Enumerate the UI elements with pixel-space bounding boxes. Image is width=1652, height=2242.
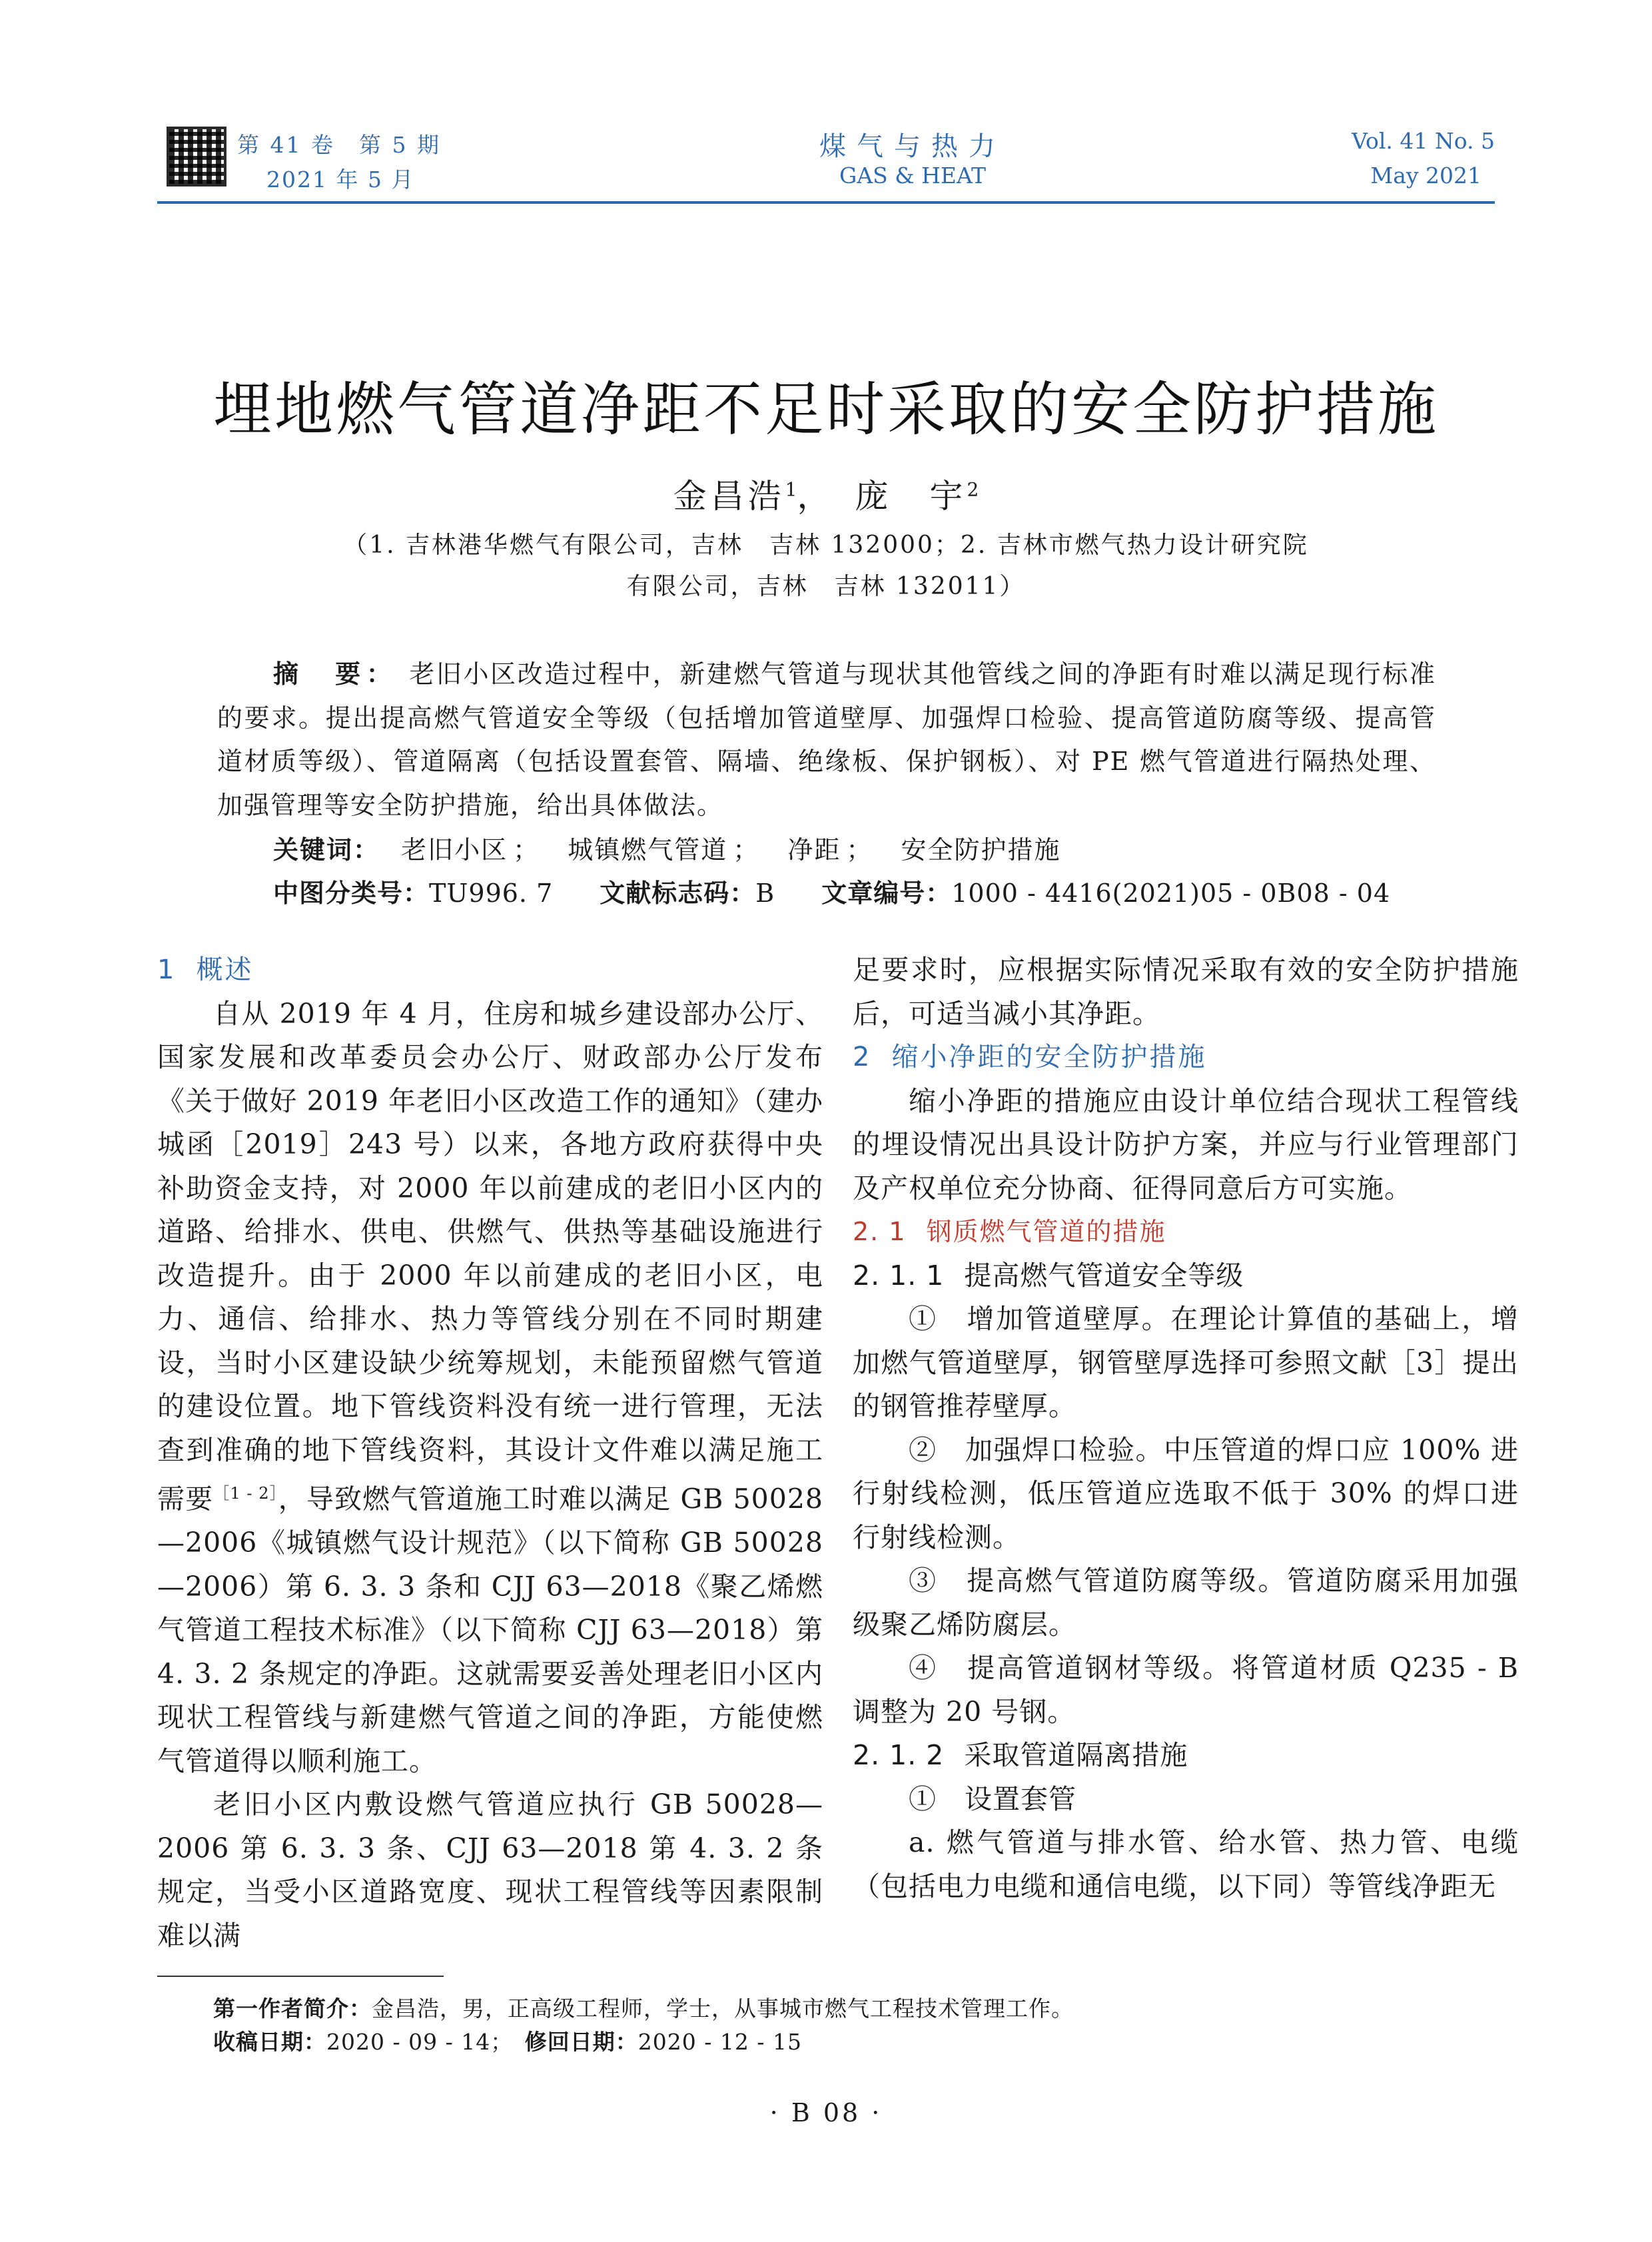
section-2-1-2-title: 采取管道隔离措施 bbox=[964, 1739, 1188, 1771]
body-left-column bbox=[157, 948, 823, 1958]
revised-value: 2020 - 12 - 15 bbox=[637, 2029, 802, 2055]
author-2-affil: 2 bbox=[967, 478, 979, 501]
section-2-1-2-heading bbox=[853, 1734, 1519, 1778]
keyword-item: 老旧小区 bbox=[401, 835, 508, 865]
paragraph: 老旧小区内敷设燃气管道应执行 GB 50028—2006 第 6. 3. 3 条、CJJ 63—2018 第 4. 3. 2 条规定，当受小区道路宽度、现状工程管线等因素限制难以满 bbox=[157, 1788, 823, 1952]
paragraph-text: ，导致燃气管道施工时难以满足 GB 50028—2006《城镇燃气设计规范》（以下简称 GB 50028—2006）第 6. 3. 3 条和 CJJ 63—2018《聚乙烯燃气管道工程技术标准》（以下简称 CJJ 63—2018）第 4. 3. 2 条规定的净距。这就需要妥善处理老旧小区内现状工程管线与新建燃气管道之间的净距，方能使燃气管道得以顺利施工。 bbox=[157, 1483, 824, 1777]
author-2: 庞 宇 bbox=[855, 477, 967, 516]
section-2-1-1-heading bbox=[853, 1254, 1519, 1298]
list-item: ① 设置套管 bbox=[909, 1782, 1076, 1815]
abstract-label: 摘 要： bbox=[273, 659, 398, 689]
section-1-number: 1 bbox=[157, 954, 177, 985]
received-label: 收稿日期： bbox=[213, 2029, 326, 2055]
qr-code-icon bbox=[167, 127, 226, 187]
section-2-1-1-number: 2. 1. 1 bbox=[853, 1259, 945, 1292]
list-item: a. 燃气管道与排水管、给水管、热力管、电缆（包括电力电缆和通信电缆，以下同）等管线净距无 bbox=[853, 1826, 1519, 1902]
keyword-item: 城镇燃气管道 bbox=[568, 835, 728, 865]
keywords bbox=[273, 829, 1061, 866]
abstract-text: 老旧小区改造过程中，新建燃气管道与现状其他管线之间的净距有时难以满足现行标准的要求。提出提高燃气管道安全等级（包括增加管道壁厚、加强焊口检验、提高管道防腐等级、提高管道材质等级）、管道隔离（包括设置套管、隔墙、绝缘板、保护钢板）、对 PE 燃气管道进行隔热处理、加强管理等安全防护措施，给出具体做法。 bbox=[217, 659, 1436, 820]
authors bbox=[0, 470, 1652, 518]
section-1-title: 概述 bbox=[196, 954, 254, 985]
section-2-1-title: 钢质燃气管道的措施 bbox=[926, 1217, 1166, 1246]
paragraph: 缩小净距的措施应由设计单位结合现状工程管线的埋设情况出具设计防护方案，并应与行业管理部门及产权单位充分协商、征得同意后方可实施。 bbox=[853, 1084, 1519, 1204]
keyword-item: 安全防护措施 bbox=[901, 835, 1061, 865]
affiliation-line-2: 有限公司，吉林 吉林 132011） bbox=[626, 573, 1026, 600]
page-number: · B 08 · bbox=[769, 2098, 883, 2127]
header-volume-en: Vol. 41 No. 5 bbox=[1352, 128, 1495, 154]
section-2-number: 2 bbox=[853, 1042, 872, 1072]
section-2-1-1-title: 提高燃气管道安全等级 bbox=[964, 1259, 1244, 1292]
footnote-author bbox=[213, 1992, 1074, 2023]
doc-code-label: 文献标志码： bbox=[600, 879, 756, 908]
keyword-item: 净距 bbox=[787, 835, 841, 865]
author-sep: ， bbox=[797, 477, 855, 516]
header-journal-en: GAS & HEAT bbox=[839, 163, 987, 188]
citation: ［1 - 2］ bbox=[213, 1484, 278, 1503]
section-2-title: 缩小净距的安全防护措施 bbox=[891, 1042, 1207, 1072]
article-no-label: 文章编号： bbox=[821, 879, 952, 908]
affiliation-line-1: （1. 吉林港华燃气有限公司，吉林 吉林 132000；2. 吉林市燃气热力设计研究院 bbox=[343, 532, 1309, 559]
doc-code-value: B bbox=[755, 879, 775, 908]
author-1-affil: 1 bbox=[785, 478, 797, 501]
footnote-author-text: 金昌浩，男，正高级工程师，学士，从事城市燃气工程技术管理工作。 bbox=[372, 1996, 1074, 2022]
body-right-column bbox=[853, 948, 1519, 1908]
paragraph-text: 自从 2019 年 4 月，住房和城乡建设部办公厅、国家发展和改革委员会办公厅、财政部办公厅发布《关于做好 2019 年老旧小区改造工作的通知》（建办城函［2019］243 号）以来，各地方政府获得中央补助资金支持，对 2000 年以前建成的老旧小区内的道路、给排水、供电、供燃气、供热等基础设施进行改造提升。由于 2000 年以前建成的老旧小区，电力、通信、给排水、热力等管线分别在不同时期建设，当时小区建设缺少统筹规划，未能预留燃气管道的建设位置。地下管线资料没有统一进行管理，无法查到准确的地下管线资料，其设计文件难以满足施工需要 bbox=[157, 997, 823, 1515]
section-1-heading bbox=[157, 948, 823, 992]
list-item: ④ 提高管道钢材等级。将管道材质 Q235 - B 调整为 20 号钢。 bbox=[853, 1652, 1519, 1728]
section-2-1-heading bbox=[853, 1210, 1519, 1254]
footnote-author-label: 第一作者简介： bbox=[213, 1996, 372, 2022]
received-value: 2020 - 09 - 14； bbox=[326, 2029, 502, 2055]
section-2-1-2-number: 2. 1. 2 bbox=[853, 1739, 945, 1771]
header-rule bbox=[157, 201, 1495, 204]
clc-label: 中图分类号： bbox=[273, 879, 430, 908]
keyword-sep: ； bbox=[513, 835, 540, 865]
clc-value: TU996. 7 bbox=[429, 879, 554, 908]
list-item: ① 增加管道壁厚。在理论计算值的基础上，增加燃气管道壁厚，钢管壁厚选择可参照文献［3］提出的钢管推荐壁厚。 bbox=[853, 1303, 1519, 1422]
article-no-value: 1000 - 4416(2021)05 - 0B08 - 04 bbox=[951, 879, 1391, 908]
list-item: ③ 提高燃气管道防腐等级。管道防腐采用加强级聚乙烯防腐层。 bbox=[853, 1565, 1519, 1641]
section-2-heading bbox=[853, 1036, 1519, 1080]
header-journal-cn: 煤气与热力 bbox=[819, 131, 1006, 162]
keywords-label: 关键词： bbox=[273, 835, 380, 865]
classification-line bbox=[273, 873, 1390, 909]
section-2-1-number: 2. 1 bbox=[853, 1217, 907, 1246]
paragraph: 足要求时，应根据实际情况采取有效的安全防护措施后，可适当减小其净距。 bbox=[853, 954, 1519, 1030]
footnote-rule bbox=[157, 1976, 444, 1977]
header-volume-cn: 第 41 卷 第 5 期 bbox=[237, 132, 441, 158]
revised-label: 修回日期： bbox=[524, 2029, 638, 2055]
header-date-en: May 2021 bbox=[1370, 163, 1481, 188]
author-1: 金昌浩 bbox=[673, 477, 785, 516]
paper-title: 埋地燃气管道净距不足时采取的安全防护措施 bbox=[212, 375, 1439, 444]
header-date-cn: 2021 年 5 月 bbox=[266, 167, 415, 192]
keyword-sep: ； bbox=[846, 835, 873, 865]
list-item: ② 加强焊口检验。中压管道的焊口应 100% 进行射线检测，低压管道应选取不低于 30% 的焊口进行射线检测。 bbox=[853, 1433, 1519, 1553]
paragraph bbox=[157, 992, 823, 1784]
keyword-sep: ； bbox=[733, 835, 760, 865]
footnote-dates bbox=[213, 2025, 802, 2056]
abstract bbox=[217, 653, 1436, 827]
